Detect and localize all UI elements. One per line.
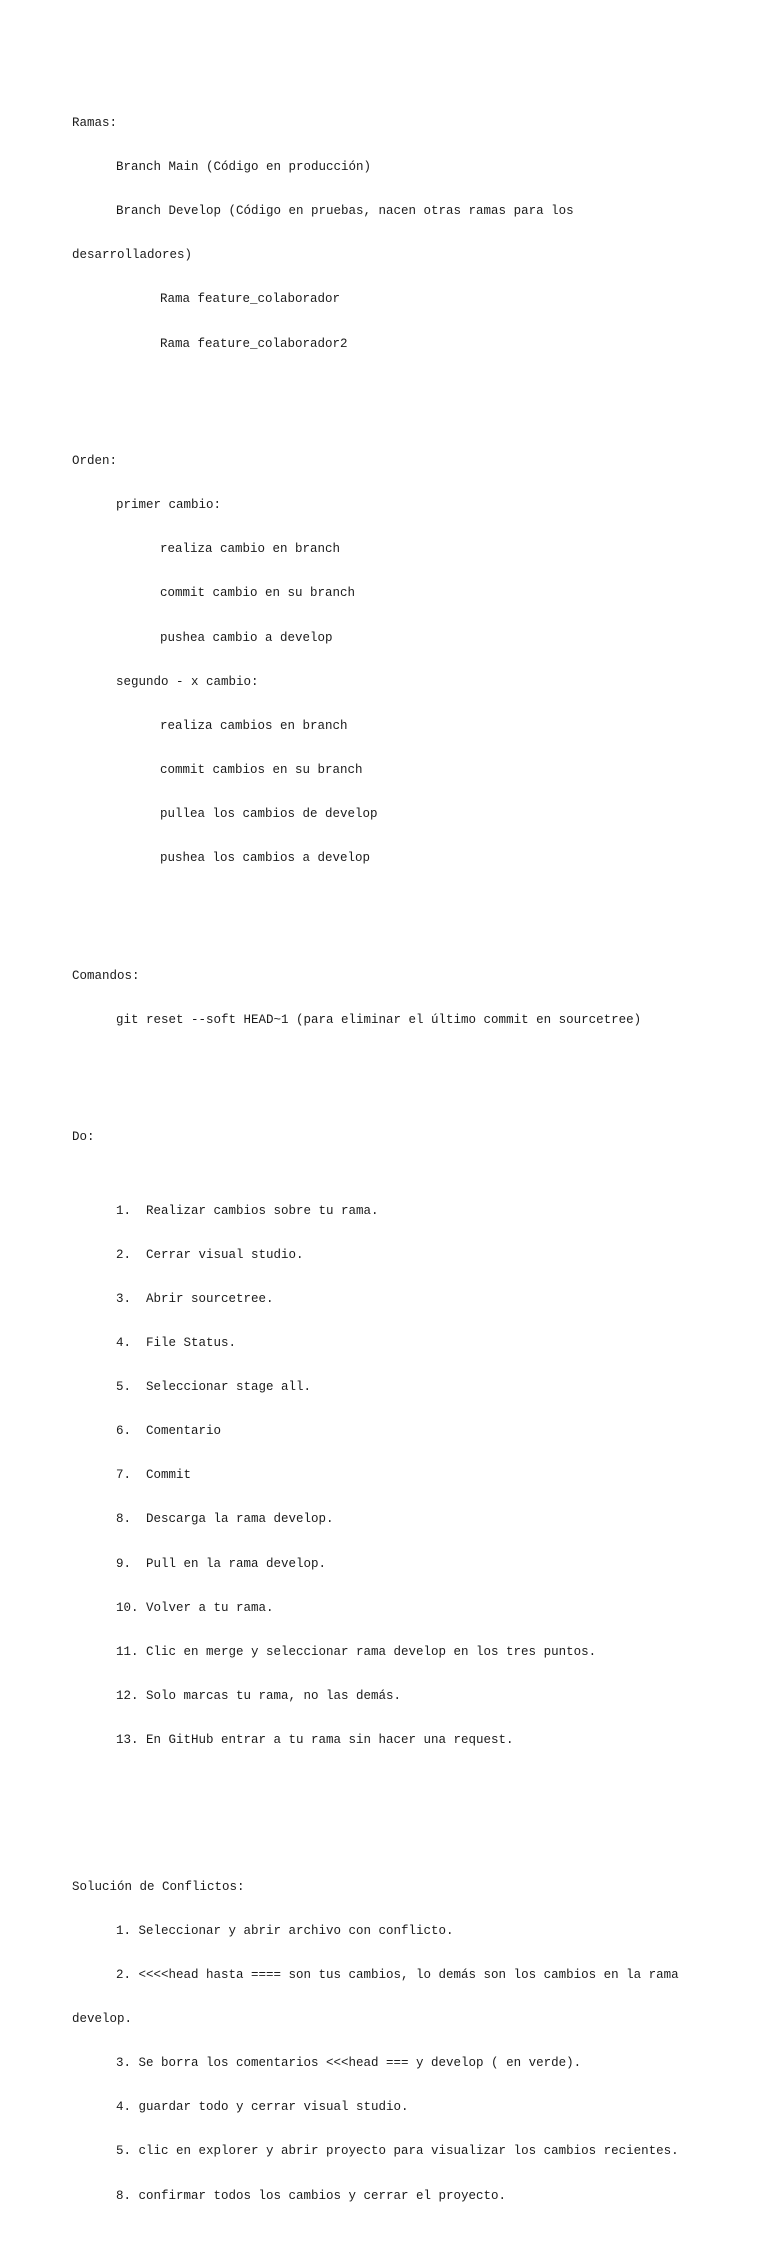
segundo-cambio-label: segundo - x cambio: (116, 674, 259, 689)
conflict-step: 2. <<<<head hasta ==== son tus cambios, lo demás son los cambios en la rama (116, 1968, 679, 1983)
document-body (72, 72, 712, 2247)
section-heading-orden: Orden: (72, 454, 118, 469)
do-item-number: 1. (116, 1203, 132, 1218)
do-item-text: Cerrar visual studio. (146, 1247, 304, 1262)
do-item-number: 4. (116, 1336, 132, 1351)
do-item-text: Descarga la rama develop. (146, 1512, 334, 1527)
do-list-item (72, 1733, 712, 1748)
do-item-text: File Status. (146, 1336, 237, 1351)
do-item-number: 8. (116, 1512, 132, 1527)
do-item-number: 13. (116, 1732, 139, 1747)
do-item-text: Seleccionar stage all. (146, 1380, 312, 1395)
do-item-text: Realizar cambios sobre tu rama. (146, 1203, 379, 1218)
segundo-step: commit cambios en su branch (160, 762, 363, 777)
do-list-item (72, 1292, 712, 1307)
do-item-text: Clic en merge y seleccionar rama develop en los tres puntos. (146, 1644, 597, 1659)
do-item-number: 12. (116, 1688, 139, 1703)
do-item-number: 9. (116, 1556, 132, 1571)
do-item-number: 10. (116, 1600, 139, 1615)
do-item-text: En GitHub entrar a tu rama sin hacer una request. (146, 1732, 514, 1747)
do-list-item (72, 1557, 712, 1572)
do-list-item (72, 1380, 712, 1395)
do-list-item (72, 1645, 712, 1660)
branch-main-line: Branch Main (Código en producción) (116, 160, 372, 175)
conflict-step-cont: develop. (72, 2012, 133, 2027)
do-item-number: 5. (116, 1380, 132, 1395)
do-list-item (72, 1248, 712, 1263)
segundo-step: pushea los cambios a develop (160, 851, 371, 866)
do-item-number: 7. (116, 1468, 132, 1483)
conflict-step: 4. guardar todo y cerrar visual studio. (116, 2100, 409, 2115)
do-item-number: 6. (116, 1424, 132, 1439)
feature-branch-1: Rama feature_colaborador (160, 292, 341, 307)
do-list-item (72, 1601, 712, 1616)
do-list-item (72, 1689, 712, 1704)
do-list-item (72, 1336, 712, 1351)
branch-develop-line-cont: desarrolladores) (72, 248, 193, 263)
git-command-line: git reset --soft HEAD~1 (para eliminar el último commit en sourcetree) (116, 1012, 642, 1027)
do-list-item (72, 1468, 712, 1483)
section-heading-ramas: Ramas: (72, 116, 118, 131)
do-list-item (72, 1512, 712, 1527)
section-heading-comandos: Comandos: (72, 968, 140, 983)
do-item-number: 2. (116, 1247, 132, 1262)
do-list (72, 1174, 712, 1777)
primer-step: pushea cambio a develop (160, 630, 333, 645)
primer-step: commit cambio en su branch (160, 586, 356, 601)
segundo-step: realiza cambios en branch (160, 718, 348, 733)
do-item-number: 11. (116, 1644, 139, 1659)
do-item-text: Volver a tu rama. (146, 1600, 274, 1615)
do-item-text: Comentario (146, 1424, 222, 1439)
do-item-text: Commit (146, 1468, 192, 1483)
do-item-text: Solo marcas tu rama, no las demás. (146, 1688, 402, 1703)
do-list-item (72, 1424, 712, 1439)
section-heading-do: Do: (72, 1130, 95, 1145)
branch-develop-line: Branch Develop (Código en pruebas, nacen otras ramas para los (116, 204, 574, 219)
do-item-text: Abrir sourcetree. (146, 1291, 274, 1306)
do-item-number: 3. (116, 1291, 132, 1306)
feature-branch-2: Rama feature_colaborador2 (160, 336, 348, 351)
conflict-step: 1. Seleccionar y abrir archivo con conflicto. (116, 1924, 454, 1939)
section-heading-conflictos: Solución de Conflictos: (72, 1879, 245, 1894)
primer-step: realiza cambio en branch (160, 542, 341, 557)
conflict-step: 3. Se borra los comentarios <<<head === y develop ( en verde). (116, 2056, 582, 2071)
conflict-step: 8. confirmar todos los cambios y cerrar el proyecto. (116, 2188, 507, 2203)
primer-cambio-label: primer cambio: (116, 498, 222, 513)
do-list-item (72, 1204, 712, 1219)
segundo-step: pullea los cambios de develop (160, 806, 378, 821)
conflict-step: 5. clic en explorer y abrir proyecto para visualizar los cambios recientes. (116, 2144, 679, 2159)
do-item-text: Pull en la rama develop. (146, 1556, 327, 1571)
